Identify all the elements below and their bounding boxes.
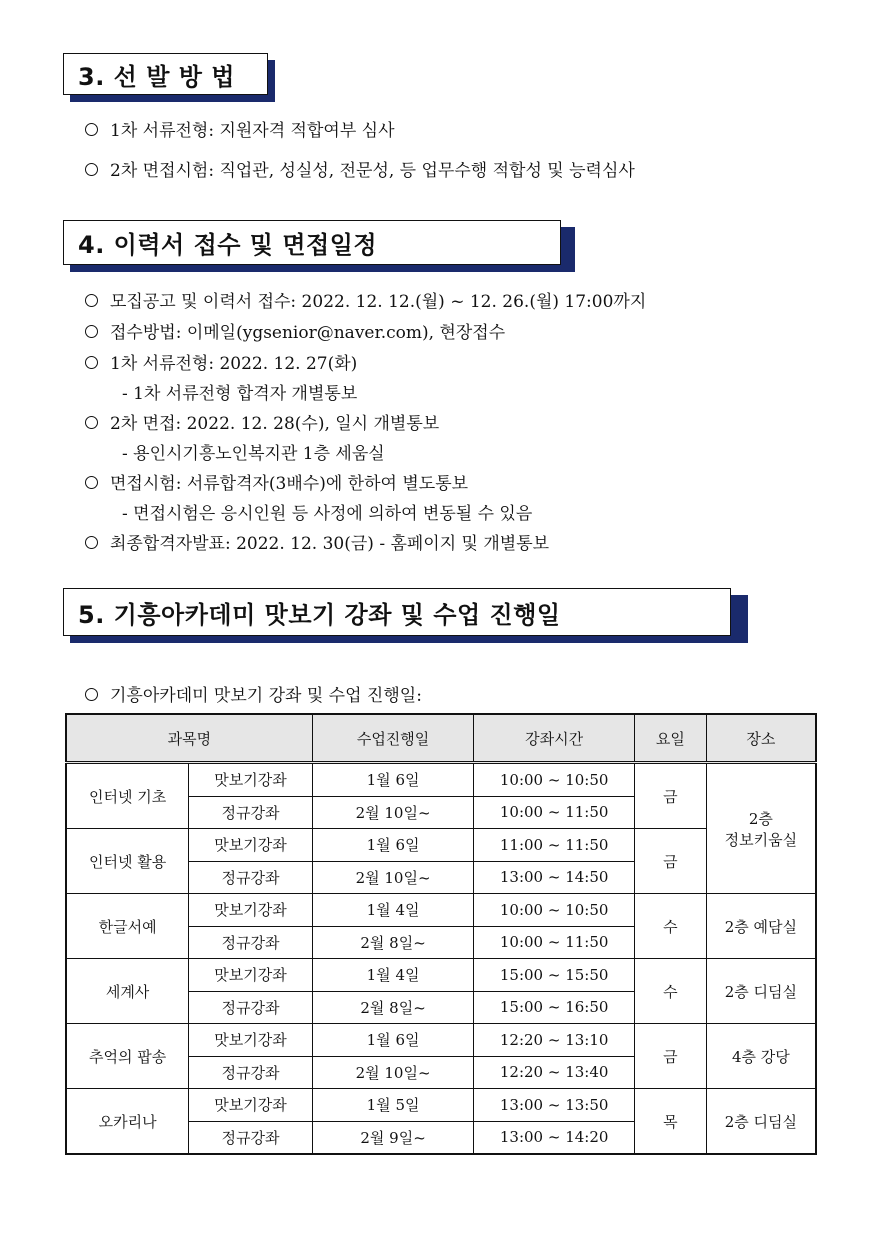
table-header-row xyxy=(66,714,816,763)
place-line-1: 2층 xyxy=(748,809,773,828)
subject-cell: 인터넷 활용 xyxy=(66,829,189,894)
subject-cell: 세계사 xyxy=(66,959,189,1024)
header-time: 강좌시간 xyxy=(474,714,635,763)
time-cell: 12:20 ~ 13:40 xyxy=(474,1056,635,1089)
date-cell: 2월 10일~ xyxy=(312,1056,474,1089)
list-item: 접수방법: 이메일(ygsenior@naver.com), 현장접수 xyxy=(85,318,505,343)
course-type-cell: 정규강좌 xyxy=(189,861,313,894)
circle-bullet-icon xyxy=(85,294,98,307)
circle-bullet-icon xyxy=(85,688,98,701)
sub-item: - 면접시험은 응시인원 등 사정에 의하여 변동될 수 있음 xyxy=(122,504,533,524)
section-5-title: 5. 기흥아카데미 맛보기 강좌 및 수업 진행일 xyxy=(63,588,731,636)
section-4-title: 4. 이력서 접수 및 면접일정 xyxy=(63,220,561,265)
table-row xyxy=(66,1024,816,1057)
place-cell: 2층 디딤실 xyxy=(706,1089,816,1155)
subject-cell: 오카리나 xyxy=(66,1089,189,1155)
date-cell: 1월 6일 xyxy=(312,1024,474,1057)
course-type-cell: 정규강좌 xyxy=(189,1121,313,1154)
course-type-cell: 맛보기강좌 xyxy=(189,1024,313,1057)
circle-bullet-icon xyxy=(85,356,98,369)
header-day: 요일 xyxy=(634,714,706,763)
list-item: 모집공고 및 이력서 접수: 2022. 12. 12.(월) ~ 12. 26.(월) 17:00까지 xyxy=(85,287,646,312)
header-subject: 과목명 xyxy=(66,714,312,763)
table-row xyxy=(66,959,816,992)
place-line-2: 정보키움실 xyxy=(724,830,798,849)
time-cell: 13:00 ~ 13:50 xyxy=(474,1089,635,1122)
section-3-title: 3. 선 발 방 법 xyxy=(63,53,268,95)
day-cell: 금 xyxy=(634,829,706,894)
course-type-cell: 정규강좌 xyxy=(189,991,313,1024)
schedule-table xyxy=(65,713,817,1155)
sub-item: - 용인시기흥노인복지관 1층 세움실 xyxy=(122,444,385,464)
course-type-cell: 맛보기강좌 xyxy=(189,763,313,797)
course-type-cell: 맛보기강좌 xyxy=(189,959,313,992)
day-cell: 수 xyxy=(634,894,706,959)
place-cell: 4층 강당 xyxy=(706,1024,816,1089)
day-cell: 목 xyxy=(634,1089,706,1155)
time-cell: 13:00 ~ 14:20 xyxy=(474,1121,635,1154)
sub-item: - 1차 서류전형 합격자 개별통보 xyxy=(122,384,358,404)
date-cell: 1월 5일 xyxy=(312,1089,474,1122)
list-item: 2차 면접: 2022. 12. 28(수), 일시 개별통보 xyxy=(85,409,439,434)
time-cell: 10:00 ~ 10:50 xyxy=(474,763,635,797)
subject-cell: 한글서예 xyxy=(66,894,189,959)
course-type-cell: 맛보기강좌 xyxy=(189,829,313,862)
time-cell: 10:00 ~ 10:50 xyxy=(474,894,635,927)
place-cell: 2층 예담실 xyxy=(706,894,816,959)
circle-bullet-icon xyxy=(85,163,98,176)
header-date: 수업진행일 xyxy=(312,714,474,763)
place-cell xyxy=(706,763,816,894)
time-cell: 11:00 ~ 11:50 xyxy=(474,829,635,862)
date-cell: 2월 9일~ xyxy=(312,1121,474,1154)
time-cell: 15:00 ~ 15:50 xyxy=(474,959,635,992)
table-row xyxy=(66,763,816,797)
day-cell: 금 xyxy=(634,763,706,829)
course-type-cell: 맛보기강좌 xyxy=(189,894,313,927)
time-cell: 12:20 ~ 13:10 xyxy=(474,1024,635,1057)
circle-bullet-icon xyxy=(85,476,98,489)
list-item: 1차 서류전형: 2022. 12. 27(화) xyxy=(85,349,357,374)
list-item: 1차 서류전형: 지원자격 적합여부 심사 xyxy=(85,116,395,141)
subject-cell: 추억의 팝송 xyxy=(66,1024,189,1089)
course-type-cell: 정규강좌 xyxy=(189,926,313,959)
circle-bullet-icon xyxy=(85,325,98,338)
day-cell: 수 xyxy=(634,959,706,1024)
date-cell: 1월 4일 xyxy=(312,894,474,927)
time-cell: 15:00 ~ 16:50 xyxy=(474,991,635,1024)
date-cell: 2월 10일~ xyxy=(312,796,474,829)
place-cell: 2층 디딤실 xyxy=(706,959,816,1024)
table-row xyxy=(66,1089,816,1122)
time-cell: 10:00 ~ 11:50 xyxy=(474,796,635,829)
time-cell: 13:00 ~ 14:50 xyxy=(474,861,635,894)
date-cell: 2월 10일~ xyxy=(312,861,474,894)
table-row xyxy=(66,829,816,862)
list-item: 최종합격자발표: 2022. 12. 30(금) - 홈페이지 및 개별통보 xyxy=(85,529,549,554)
course-type-cell: 정규강좌 xyxy=(189,1056,313,1089)
day-cell: 금 xyxy=(634,1024,706,1089)
table-row xyxy=(66,894,816,927)
date-cell: 1월 6일 xyxy=(312,829,474,862)
course-type-cell: 정규강좌 xyxy=(189,796,313,829)
course-type-cell: 맛보기강좌 xyxy=(189,1089,313,1122)
date-cell: 2월 8일~ xyxy=(312,991,474,1024)
list-item: 2차 면접시험: 직업관, 성실성, 전문성, 등 업무수행 적합성 및 능력심사 xyxy=(85,156,635,181)
list-item: 기흥아카데미 맛보기 강좌 및 수업 진행일: xyxy=(85,681,422,706)
date-cell: 1월 4일 xyxy=(312,959,474,992)
circle-bullet-icon xyxy=(85,536,98,549)
date-cell: 1월 6일 xyxy=(312,763,474,797)
circle-bullet-icon xyxy=(85,123,98,136)
time-cell: 10:00 ~ 11:50 xyxy=(474,926,635,959)
circle-bullet-icon xyxy=(85,416,98,429)
list-item: 면접시험: 서류합격자(3배수)에 한하여 별도통보 xyxy=(85,469,468,494)
subject-cell: 인터넷 기초 xyxy=(66,763,189,829)
date-cell: 2월 8일~ xyxy=(312,926,474,959)
header-place: 장소 xyxy=(706,714,816,763)
